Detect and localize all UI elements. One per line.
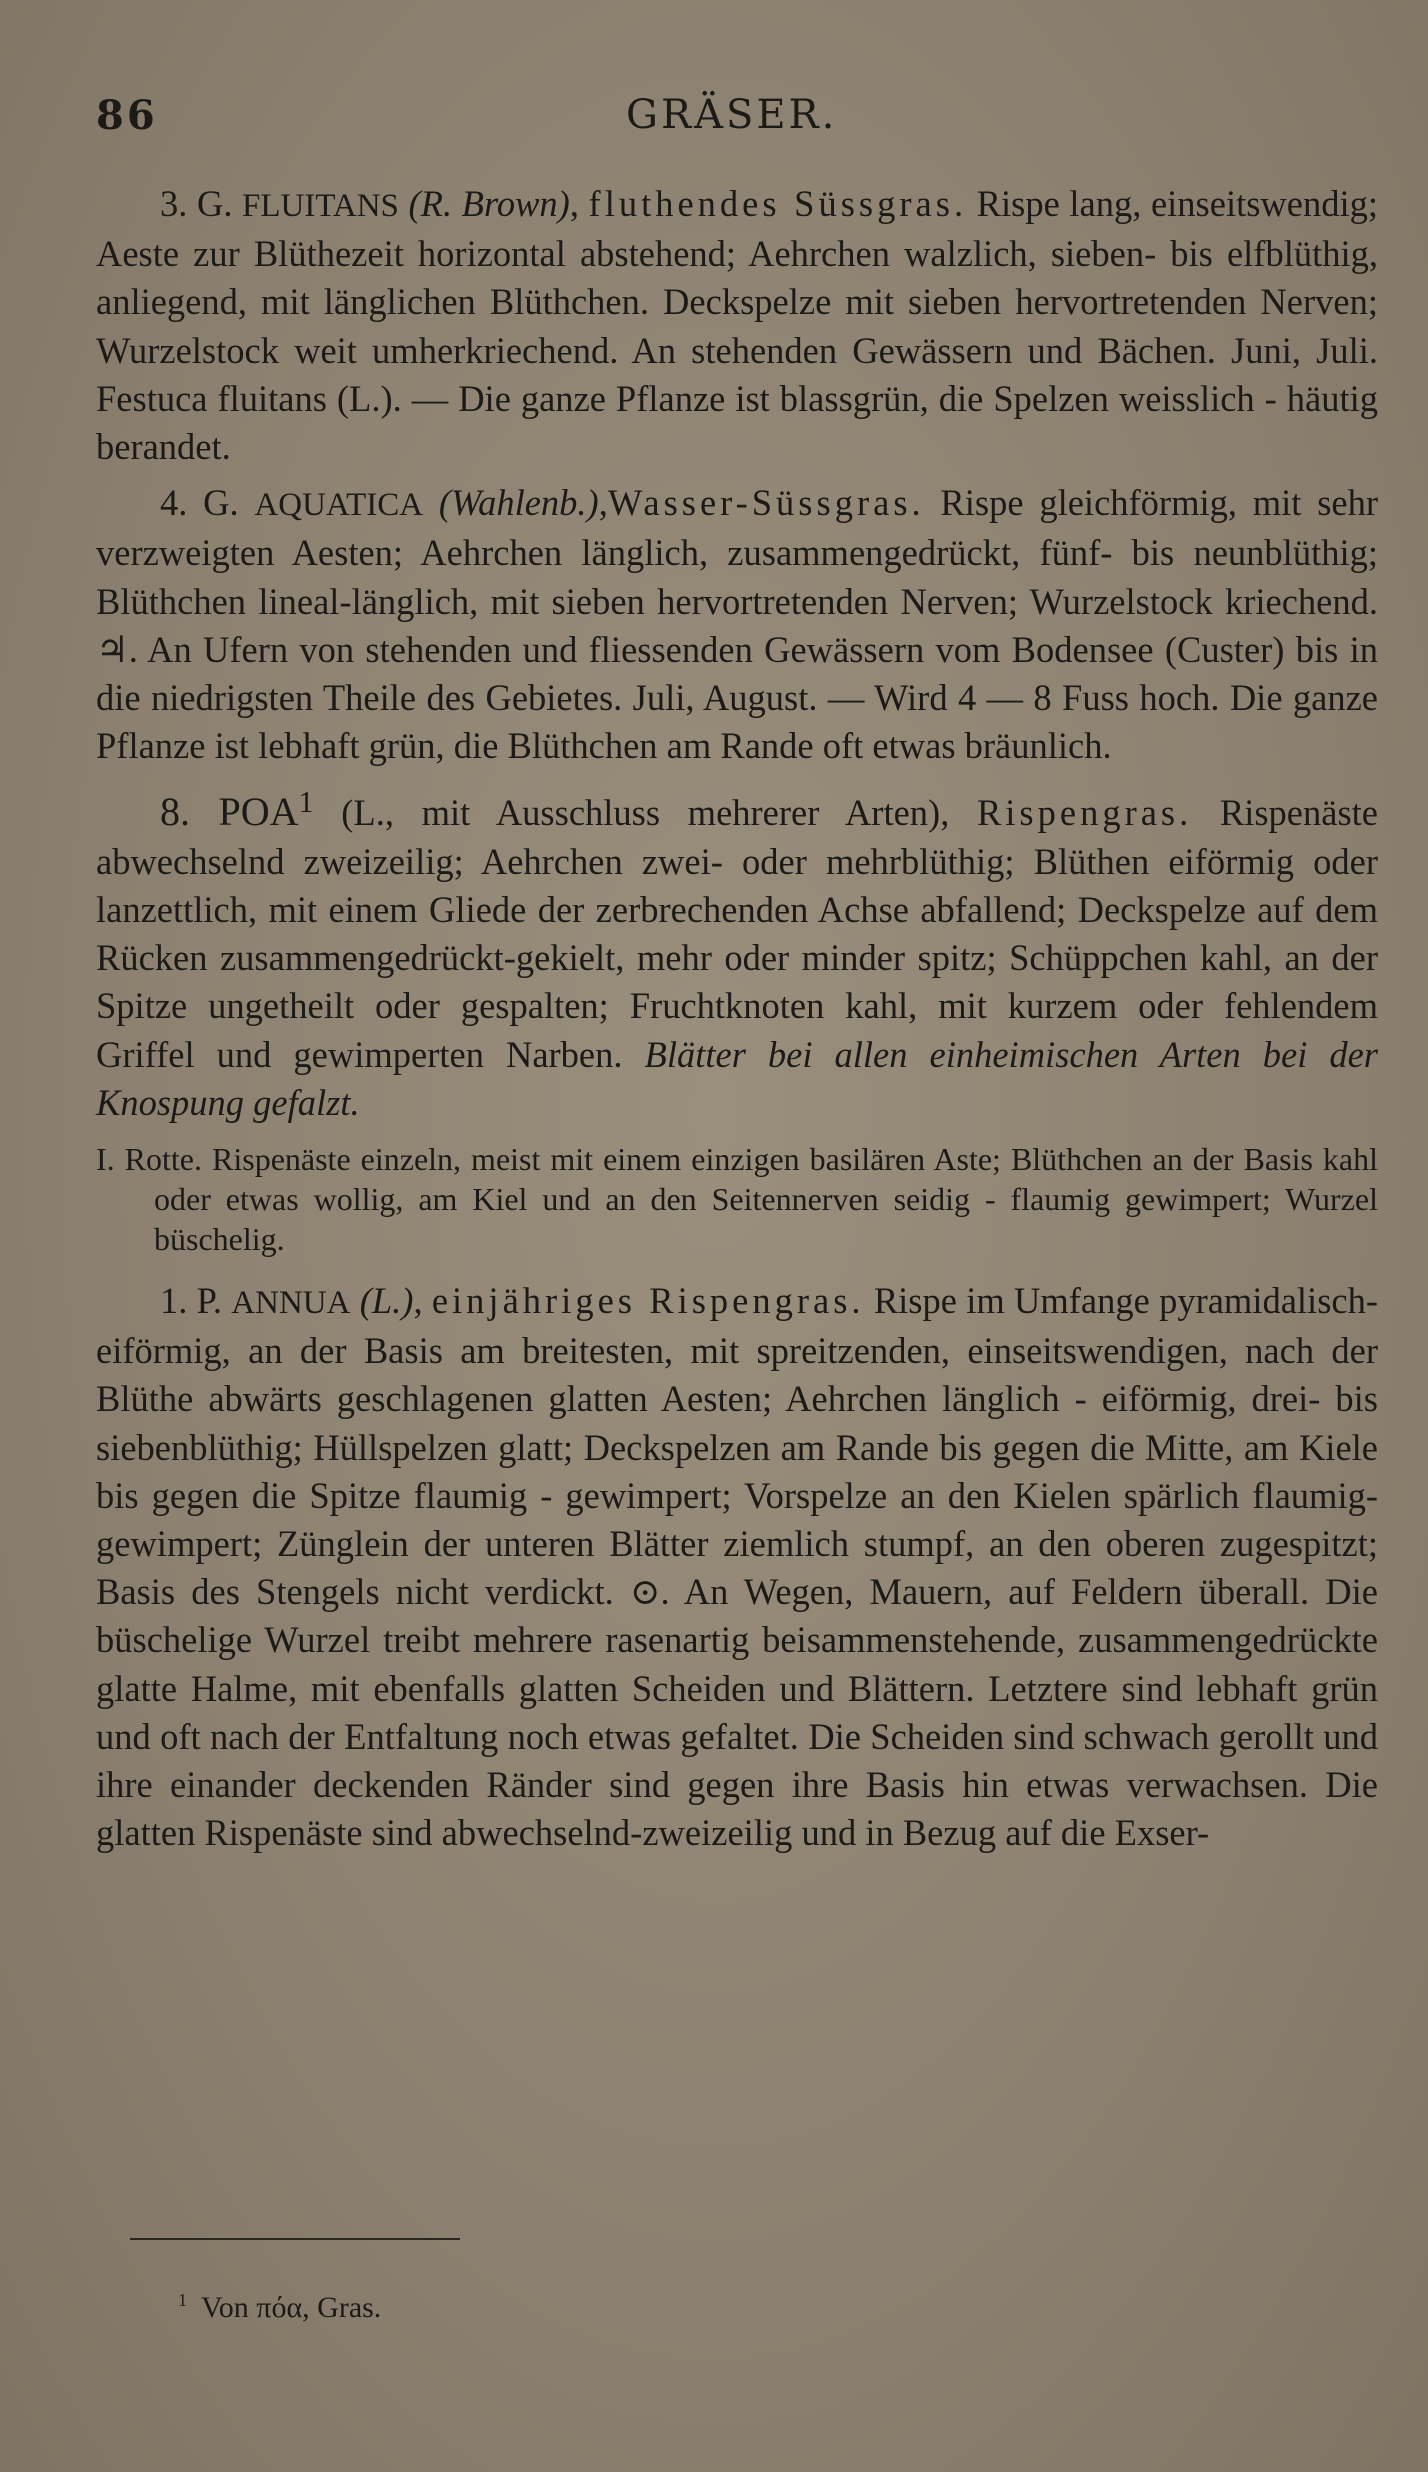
- footnote-mark: 1: [178, 2290, 187, 2310]
- species-name: FLUITANS: [242, 188, 399, 224]
- footnote-divider: [130, 2238, 460, 2240]
- entry-glyceria-aquatica: 4. G. AQUATICA (Wahlenb.),Wasser-Süssgras. Rispe gleichförmig, mit sehr verzweigten Aesten; Aehrchen länglich, zusammengedrückt, fünf- bis neunblüthig; Blüthchen lineal-länglich, mit sieben hervortretenden Nerven; Wurzelstock kriechend. ♃. An Ufern von stehenden und fliessenden Gewässern vom Bodensee (Custer) bis in die niedrigsten Theile des Gebietes. Juli, August. — Wird 4 — 8 Fuss hoch. Die ganze Pflanze ist lebhaft grün, die Blüthchen am Rande oft etwas bräunlich.: [96, 482, 1379, 767]
- running-title: GRÄSER.: [626, 92, 838, 138]
- description: Rispenäste abwechselnd zweizeilig; Aehrchen zwei- oder mehrblüthig; Blüthen eiförmig oder lanzettlich, mit einem Gliede der zerbrechenden Achse abfallend; Deckspelze auf dem Rücken zusammengedrückt-gekielt, mehr oder minder spitz; Schüppchen kahl, an der Spitze ungetheilt oder gespalten; Fruchtknoten kahl, mit kurzem oder fehlendem Griffel und gewimperten Narben.: [96, 792, 1378, 1075]
- species-author: (R. Brown): [408, 183, 570, 224]
- common-name: Wasser-Süssgras.: [607, 482, 925, 524]
- genus-author: (L., mit Ausschluss mehrerer Arten),: [341, 792, 950, 834]
- common-name: fluthendes Süssgras.: [588, 183, 968, 224]
- genus-heading: 8. POA: [160, 789, 299, 835]
- species-name: AQUATICA: [254, 487, 424, 524]
- page-header: [96, 92, 1376, 152]
- entry-genus-poa: [96, 778, 1378, 1127]
- description-italic: Blätter bei allen einheimischen Arten bei der Knospung gefalzt.: [96, 1033, 1378, 1123]
- entry-glyceria-fluitans: 3. G. FLUITANS (R. Brown), fluthendes Süssgras. Rispe lang, einseitswendig; Aeste zur Blüthezeit horizontal abstehend; Aehrchen walzlich, sieben- bis elfblüthig, anliegend, mit länglichen Blüthchen. Deckspelze mit sieben hervortretenden Nerven; Wurzelstock weit umherkriechend. An stehenden Gewässern und Bächen. Juni, Juli. Festuca fluitans (L.). — Die ganze Pflanze ist blassgrün, die Spelzen weisslich - häutig berandet.: [96, 183, 1379, 468]
- species-author: (Wahlenb.): [438, 482, 599, 524]
- species-author: (L.): [359, 1280, 414, 1322]
- section-label-text: I. Rotte.: [96, 1141, 202, 1178]
- page-number: 86: [96, 92, 158, 139]
- footnote-text: Von πόα, Gras.: [201, 2291, 382, 2324]
- common-name: Rispengras.: [976, 792, 1193, 834]
- body-text: [96, 180, 1378, 1865]
- common-name: einjähriges Rispengras.: [431, 1280, 865, 1322]
- entry-number: 4. G.: [160, 482, 239, 524]
- species-name: ANNUA: [231, 1285, 351, 1322]
- description: Rispe gleichförmig, mit sehr verzweigten Aesten; Aehrchen länglich, zusammengedrückt, fünf- bis neunblüthig; Blüthchen lineal-länglich, mit sieben hervortretenden Nerven; Wurzelstock kriechend. ♃. An Ufern von stehenden und fliessenden Gewässern vom Bodensee (Custer) bis in die niedrigsten Theile des Gebietes. Juli, August. — Wird 4 — 8 Fuss hoch. Die ganze Pflanze ist lebhaft grün, die Blüthchen am Rande oft etwas bräunlich.: [96, 482, 1379, 767]
- section-text: Rispenäste einzeln, meist mit einem einzigen basilären Aste; Blüthchen an der Basis kahl oder etwas wollig, am Kiel und an den Seitennerven seidig - flaumig gewimpert; Wurzel büschelig.: [154, 1141, 1379, 1258]
- entry-number: 3. G.: [160, 183, 233, 224]
- description: Rispe im Umfange pyramidalisch-eiförmig, an der Basis am breitesten, mit spreitzenden, einseitswendigen, nach der Blüthe abwärts geschlagenen glatten Aesten; Aehrchen länglich - eiförmig, drei- bis siebenblüthig; Hüllspelzen glatt; Deckspelzen am Rande bis gegen die Mitte, am Kiele bis gegen die Spitze flaumig - gewimpert; Vorspelze an den Kielen spärlich flaumig-gewimpert; Zünglein der unteren Blätter ziemlich stumpf, an den oberen zugespitzt; Basis des Stengels nicht verdickt. ⊙. An Wegen, Mauern, auf Feldern überall. Die büschelige Wurzel treibt mehrere rasenartig beisammenstehende, zusammengedrückte glatte Halme, mit ebenfalls glatten Scheiden und Blättern. Letztere sind lebhaft grün und oft nach der Entfaltung noch etwas gefaltet. Die Scheiden sind schwach gerollt und ihre einander deckenden Ränder sind gegen ihre Basis hin etwas verwachsen. Die glatten Rispenäste sind abwechselnd-zweizeilig und in Bezug auf die Exser-: [96, 1280, 1378, 1854]
- footnote-ref: 1: [298, 785, 314, 820]
- footnote: [178, 2290, 1178, 2325]
- entry-poa-annua: 1. P. ANNUA (L.), einjähriges Rispengras. Rispe im Umfange pyramidalisch-eiförmig, an der Basis am breitesten, mit spreitzenden, einseitswendigen, nach der Blüthe abwärts geschlagenen glatten Aesten; Aehrchen länglich - eiförmig, drei- bis siebenblüthig; Hüllspelzen glatt; Deckspelzen am Rande bis gegen die Mitte, am Kiele bis gegen die Spitze flaumig - gewimpert; Vorspelze an den Kielen spärlich flaumig-gewimpert; Zünglein der unteren Blätter ziemlich stumpf, an den oberen zugespitzt; Basis des Stengels nicht verdickt. ⊙. An Wegen, Mauern, auf Feldern überall. Die büschelige Wurzel treibt mehrere rasenartig beisammenstehende, zusammengedrückte glatte Halme, mit ebenfalls glatten Scheiden und Blättern. Letztere sind lebhaft grün und oft nach der Entfaltung noch etwas gefaltet. Die Scheiden sind schwach gerollt und ihre einander deckenden Ränder sind gegen ihre Basis hin etwas verwachsen. Die glatten Rispenäste sind abwechselnd-zweizeilig und in Bezug auf die Exser-: [96, 1280, 1378, 1854]
- entry-number: 1. P.: [160, 1280, 223, 1322]
- section-rotte-1: [96, 1139, 1378, 1259]
- description: Rispe lang, einseitswendig; Aeste zur Blüthezeit horizontal abstehend; Aehrchen walzlich, sieben- bis elfblüthig, anliegend, mit länglichen Blüthchen. Deckspelze mit sieben hervortretenden Nerven; Wurzelstock weit umherkriechend. An stehenden Gewässern und Bächen. Juni, Juli. Festuca fluitans (L.). — Die ganze Pflanze ist blassgrün, die Spelzen weisslich - häutig berandet.: [96, 183, 1379, 468]
